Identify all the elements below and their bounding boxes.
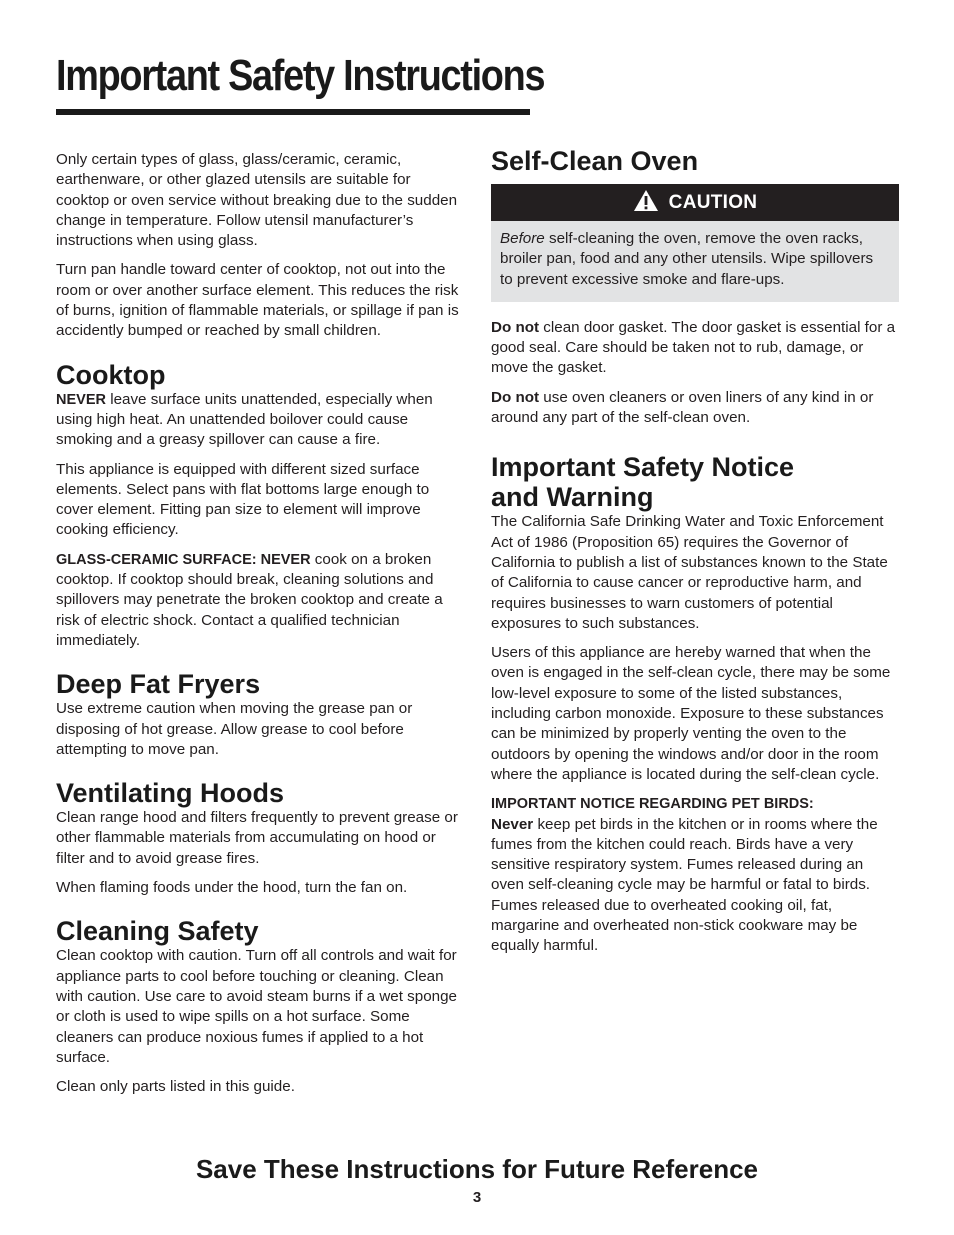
hoods-paragraph-2: When flaming foods under the hood, turn the fan on. [56, 879, 408, 897]
caution-text-body: self-cleaning the oven, remove the oven racks, broiler pan, food and any other utensils. Wipe spillovers to prevent excessive smoke and flare-ups. [500, 230, 874, 288]
self-clean-heading: Self-Clean Oven [491, 146, 699, 176]
cooktop-paragraph-3 [56, 550, 466, 651]
cleaning-paragraph-1: Clean cooktop with caution. Turn off all controls and wait for appliance parts to cool before touching or cleaning. Clean with caution. Use care to avoid steam burns if a wet sponge or cloth is used to wipe spills on a hot surface. Some cleaners can produce noxious fumes if applied to a hot surface. [56, 947, 457, 1066]
page-number: 3 [472, 1189, 482, 1206]
caution-body [491, 221, 899, 302]
intro-paragraph-2: Turn pan handle toward center of cooktop, not out into the room or over another surface element. This reduces the risk of burns, ignition of flammable materials, or spillage if pan is accidently bumped or reached by small children. [56, 261, 459, 340]
fryers-paragraph-1: Use extreme caution when moving the grease pan or disposing of hot grease. Allow grease to cool before attempting to move pan. [56, 700, 413, 758]
caution-label: CAUTION [668, 191, 758, 213]
caution-box [491, 184, 899, 302]
page-title: Important Safety Instructions [56, 51, 545, 100]
cooktop-paragraph-1 [56, 390, 466, 451]
fryers-heading: Deep Fat Fryers [56, 669, 261, 700]
title-rule [56, 109, 530, 115]
fryers-section [56, 669, 466, 760]
cooktop-paragraph-1-text: leave surface units unattended, especially when using high heat. An unattended boilover could cause smoking and a greasy spillover can cause a fire. [56, 390, 433, 449]
notice-section [491, 452, 899, 956]
self-clean-paragraph-2 [491, 388, 899, 429]
pet-birds-heading-text: IMPORTANT NOTICE REGARDING PET BIRDS: [491, 796, 814, 813]
cooktop-section [56, 360, 466, 652]
cleaning-section [56, 916, 466, 1097]
do-not-lead-1: Do not [491, 318, 540, 336]
self-clean-paragraph-1 [491, 318, 899, 379]
cooktop-paragraph-2: This appliance is equipped with different sized surface elements. Select pans with flat bottoms large enough to cover element. Fitting pan size to element will improve cooking efficiency. [56, 460, 430, 539]
glass-ceramic-lead: GLASS-CERAMIC SURFACE: NEVER [56, 551, 311, 568]
caution-text [500, 229, 889, 290]
do-not-lead-2: Do not [491, 388, 540, 406]
cooktop-never-lead: NEVER [56, 391, 106, 408]
pet-birds-paragraph [491, 815, 899, 957]
hoods-heading: Ventilating Hoods [56, 778, 285, 809]
cooktop-paragraph-3-text: cook on a broken cooktop. If cooktop should break, cleaning solutions and spillovers may penetrate the broken cooktop and create a risk of electric shock. Contact a qualified technician immediately. [56, 550, 443, 649]
left-column [56, 150, 466, 1106]
hoods-paragraph-1: Clean range hood and filters frequently to prevent grease or other flammable materials from accumulating on hood or filter and to avoid grease fires. [56, 809, 458, 867]
right-column [491, 146, 899, 966]
notice-heading [491, 452, 899, 512]
footer-title: Save These Instructions for Future Reference [195, 1154, 759, 1184]
pet-birds-heading [491, 794, 899, 814]
self-clean-paragraph-1-text: clean door gasket. The door gasket is essential for a good seal. Care should be taken not to rub, damage, or move the gasket. [491, 318, 896, 377]
intro-paragraph-1: Only certain types of glass, glass/ceramic, ceramic, earthenware, or other glazed utensils are suitable for cooktop or oven service without breaking due to the sudden change in temperature. Follow utensil manufacturer’s instructions when using glass. [56, 151, 458, 250]
cooktop-heading: Cooktop [56, 359, 166, 390]
notice-paragraph-1: The California Safe Drinking Water and Toxic Enforcement Act of 1986 (Proposition 65) requires the Governor of California to publish a list of substances known to the State of California to cause cancer or reproductive harm, and requires businesses to warn customers of potential exposures to such substances. [491, 513, 888, 632]
never-lead: Never [491, 815, 534, 833]
cleaning-paragraph-2: Clean only parts listed in this guide. [56, 1078, 295, 1096]
pet-birds-text: keep pet birds in the kitchen or in rooms where the fumes from the kitchen could reach. Birds have a very sensitive respiratory system. Fumes released during an oven self-cleaning cycle may be harmful or fatal to birds. Fumes released due to overheated cooking oil, fat, margarine and overheated non-stick cookware may be equally harmful. [491, 815, 878, 955]
caution-bar [491, 184, 899, 221]
self-clean-paragraph-2-text: use oven cleaners or oven liners of any kind in or around any part of the self-clean oven. [491, 388, 874, 427]
warning-triangle-icon [633, 189, 659, 217]
hoods-section [56, 778, 466, 898]
notice-heading-line-2: and Warning [491, 482, 654, 513]
caution-before-lead: Before [500, 230, 545, 247]
notice-heading-line-1: Important Safety Notice [491, 452, 795, 483]
cleaning-heading: Cleaning Safety [56, 916, 259, 947]
notice-paragraph-2: Users of this appliance are hereby warned that when the oven is engaged in the self-clean cycle, there may be some low-level exposure to some of the listed substances, including carbon monoxide. Exposure to these substances can be minimized by properly venting the oven to the outdoors by opening the windows and/or door in the room where the appliance is located during the self-clean cycle. [491, 644, 891, 783]
